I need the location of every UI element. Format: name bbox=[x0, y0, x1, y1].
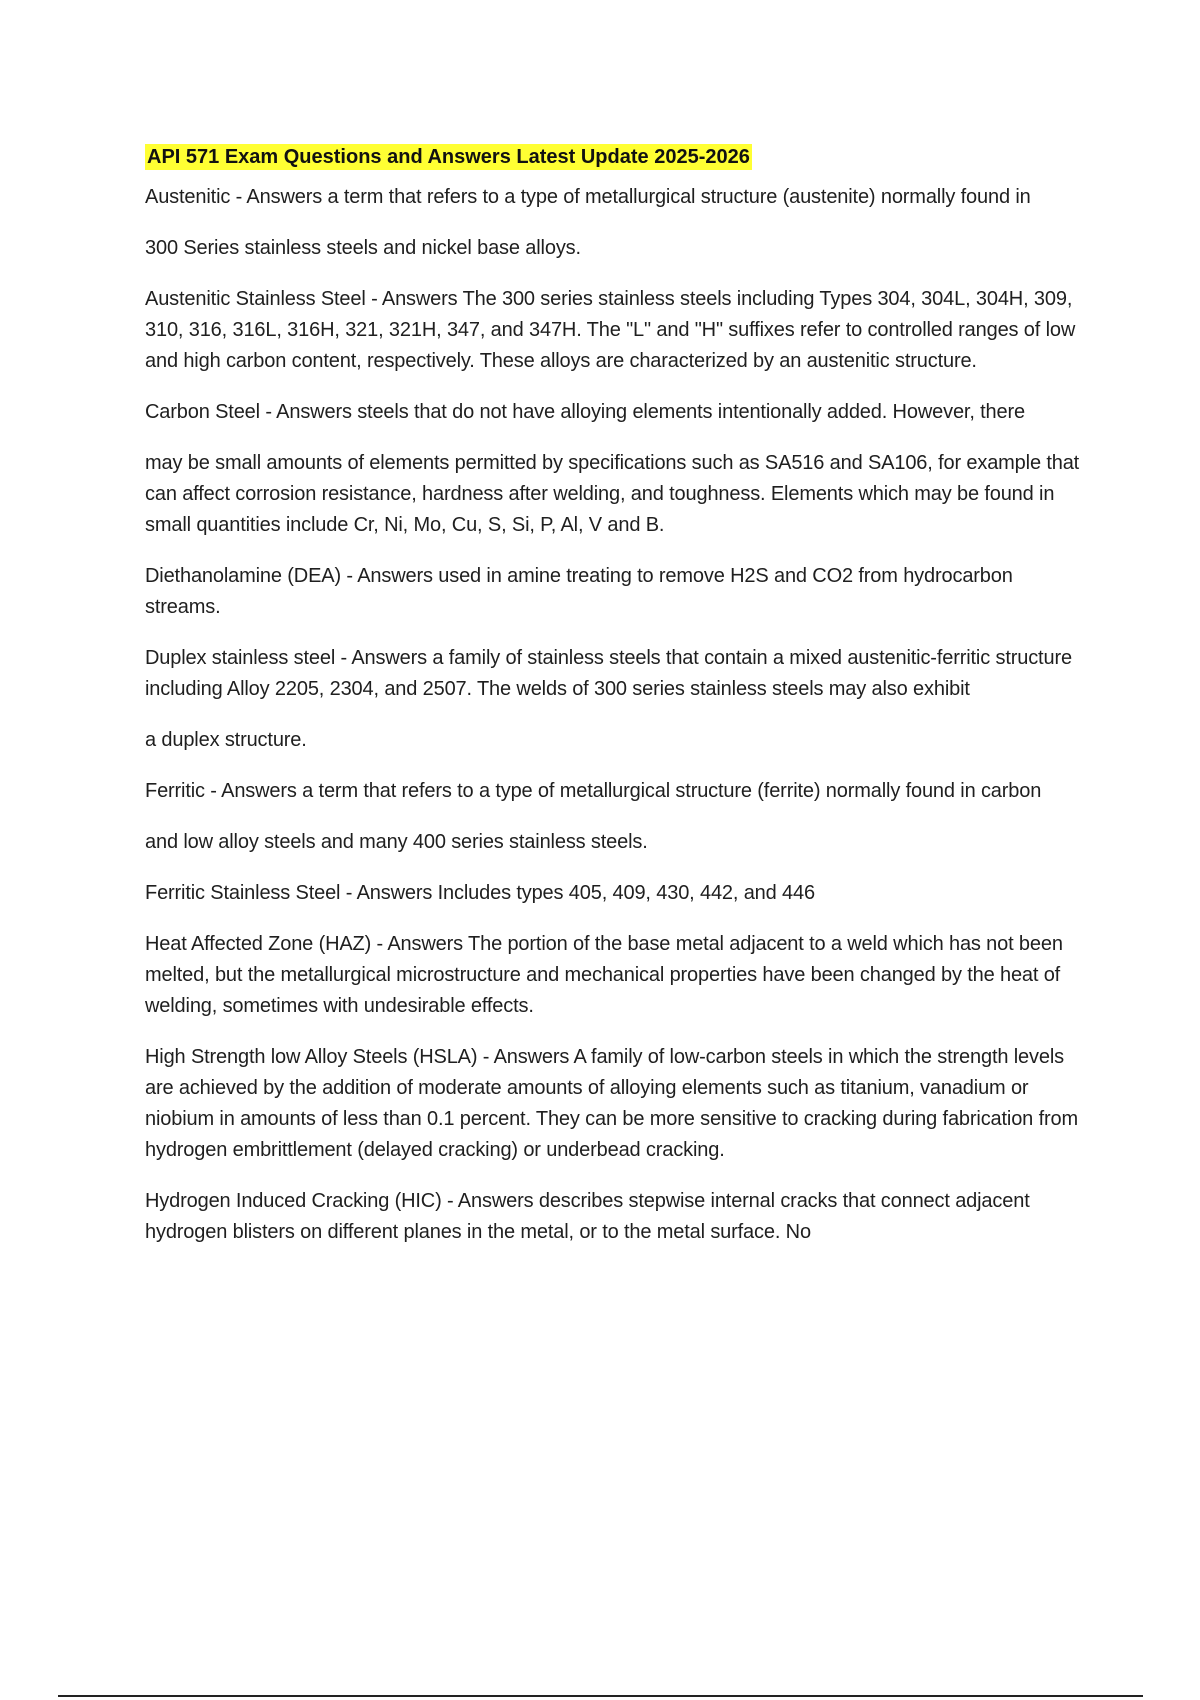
paragraph-hsla: High Strength low Alloy Steels (HSLA) - Answers A family of low-carbon steels in which the strength levels are achieved by the addition of moderate amounts of alloying elements such as titanium, vanadium or niobium in amounts of less than 0.1 percent. They can be more sensitive to cracking during fabrication from hydrogen embrittlement (delayed cracking) or underbead cracking. bbox=[145, 1046, 1078, 1161]
document-title: API 571 Exam Questions and Answers Latest Update 2025-2026 bbox=[147, 146, 750, 168]
paragraph-heat-affected-zone: Heat Affected Zone (HAZ) - Answers The portion of the base metal adjacent to a weld which has not been melted, but the metallurgical microstructure and mechanical properties have been changed by the heat of welding, sometimes with undesirable effects. bbox=[145, 933, 1063, 1017]
paragraph-hic: Hydrogen Induced Cracking (HIC) - Answers describes stepwise internal cracks that connect adjacent hydrogen blisters on different planes in the metal, or to the metal surface. No bbox=[145, 1190, 1030, 1243]
footer-divider bbox=[58, 1695, 1143, 1697]
paragraph-diethanolamine: Diethanolamine (DEA) - Answers used in amine treating to remove H2S and CO2 from hydrocarbon streams. bbox=[145, 565, 1013, 618]
paragraph-duplex-stainless-steel: Duplex stainless steel - Answers a family of stainless steels that contain a mixed austenitic-ferritic structure including Alloy 2205, 2304, and 2507. The welds of 300 series stainless steels may also exhibit bbox=[145, 647, 1072, 700]
paragraph-austenitic-cont: 300 Series stainless steels and nickel base alloys. bbox=[145, 237, 581, 259]
paragraph-carbon-steel-cont: may be small amounts of elements permitted by specifications such as SA516 and SA106, for example that can affect corrosion resistance, hardness after welding, and toughness. Elements which may be found in small quantities include Cr, Ni, Mo, Cu, S, Si, P, Al, V and B. bbox=[145, 452, 1080, 536]
paragraph-austenitic-stainless-steel: Austenitic Stainless Steel - Answers The 300 series stainless steels including Types 304, 304L, 304H, 309, 310, 316, 316L, 316H, 321, 321H, 347, and 347H. The "L" and "H" suffixes refer to controlled ranges of low and high carbon content, respectively. These alloys are characterized by an austenitic structure. bbox=[145, 288, 1076, 372]
paragraph-duplex-cont: a duplex structure. bbox=[145, 729, 307, 751]
document-page bbox=[145, 144, 1087, 1268]
paragraph-austenitic: Austenitic - Answers a term that refers to a type of metallurgical structure (austenite) normally found in bbox=[145, 186, 1031, 208]
paragraph-ferritic-cont: and low alloy steels and many 400 series stainless steels. bbox=[145, 831, 648, 853]
paragraph-ferritic: Ferritic - Answers a term that refers to a type of metallurgical structure (ferrite) normally found in carbon bbox=[145, 780, 1042, 802]
paragraph-carbon-steel: Carbon Steel - Answers steels that do not have alloying elements intentionally added. However, there bbox=[145, 401, 1025, 423]
paragraph-ferritic-stainless-steel: Ferritic Stainless Steel - Answers Includes types 405, 409, 430, 442, and 446 bbox=[145, 882, 815, 904]
